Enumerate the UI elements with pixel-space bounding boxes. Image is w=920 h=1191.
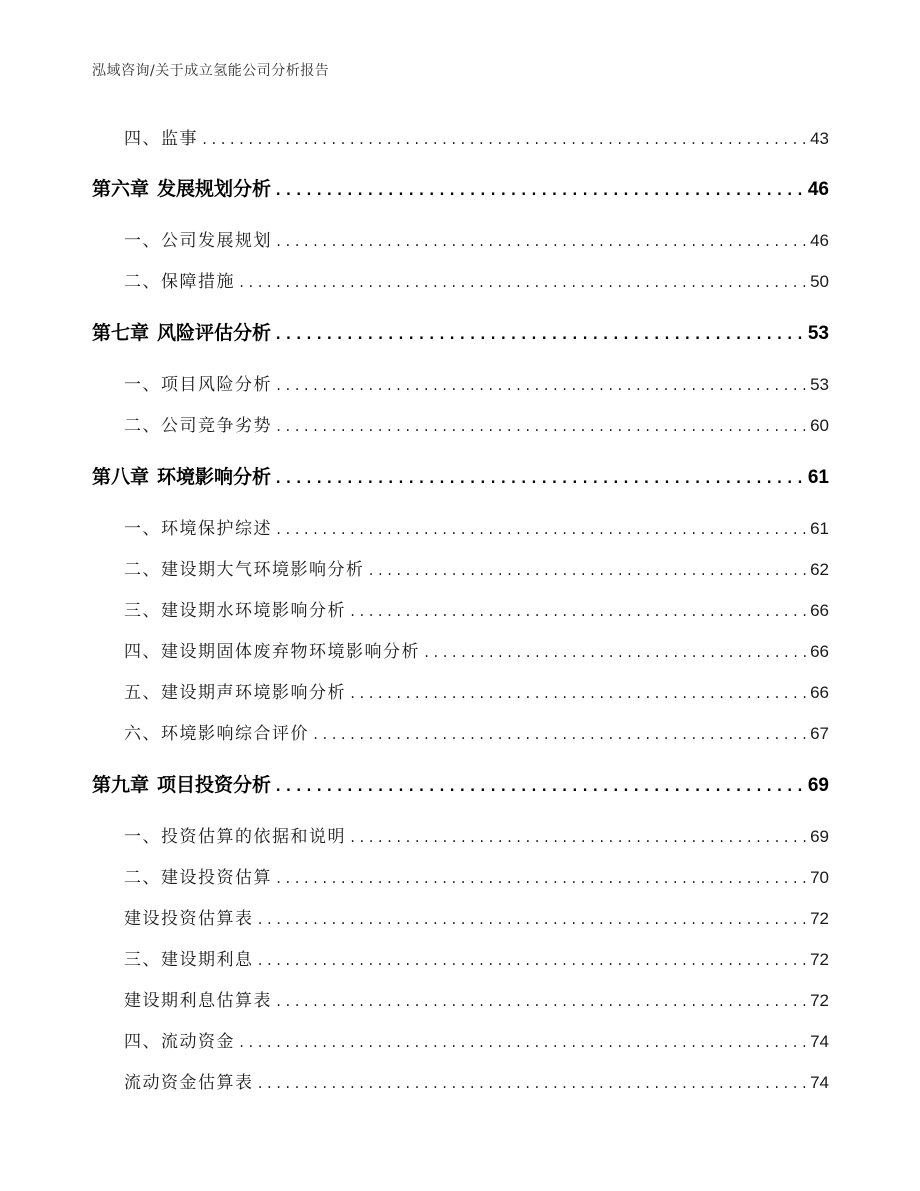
- toc-entry-number: 四、: [124, 1032, 161, 1052]
- toc-entry-number: 六、: [124, 724, 161, 744]
- dot-leader: [257, 954, 808, 968]
- toc-entry-title: 流动资金估算表: [124, 1073, 254, 1093]
- toc-entry[interactable]: [124, 678, 829, 703]
- toc-entry-number: 一、: [124, 519, 161, 539]
- toc-table-entry[interactable]: [124, 1068, 829, 1093]
- dot-leader: [275, 995, 807, 1009]
- toc-entry[interactable]: [124, 370, 829, 395]
- toc-chapter-entry[interactable]: [92, 462, 829, 489]
- toc-entry-title: 建设期大气环境影响分析: [161, 560, 365, 580]
- toc-entry[interactable]: [124, 863, 829, 888]
- toc-entry[interactable]: [124, 555, 829, 580]
- dot-leader: [349, 831, 807, 845]
- dot-leader: [275, 872, 807, 886]
- toc-entry-page: 72: [810, 909, 829, 928]
- toc-entry-number: 二、: [124, 868, 161, 888]
- dot-leader: [274, 327, 805, 343]
- toc-entry-number: 一、: [124, 375, 161, 395]
- dot-leader: [274, 779, 805, 795]
- toc-entry-title: 保障措施: [161, 272, 235, 292]
- toc-entry[interactable]: [124, 267, 829, 292]
- toc-entry-page: 66: [810, 683, 829, 702]
- toc-chapter-title: 环境影响分析: [157, 466, 272, 488]
- toc-entry-page: 70: [810, 868, 829, 887]
- dot-leader: [274, 471, 805, 487]
- toc-entry-page: 69: [810, 827, 829, 846]
- toc-entry-page: 74: [810, 1073, 829, 1092]
- toc-entry[interactable]: [124, 637, 829, 662]
- toc-chapter-entry[interactable]: [92, 318, 829, 345]
- toc-entry[interactable]: [124, 596, 829, 621]
- toc-entry[interactable]: [124, 822, 829, 847]
- toc-entry-page: 61: [810, 519, 829, 538]
- toc-chapter-title: 项目投资分析: [157, 774, 272, 796]
- toc-entry-title: 项目风险分析: [161, 375, 272, 395]
- toc-entry-title: 投资估算的依据和说明: [161, 827, 346, 847]
- toc-entry-number: 四、: [124, 129, 161, 149]
- toc-entry-page: 74: [810, 1032, 829, 1051]
- dot-leader: [257, 1077, 808, 1091]
- toc-entry-page: 66: [810, 642, 829, 661]
- toc-entry-page: 53: [810, 375, 829, 394]
- dot-leader: [274, 183, 805, 199]
- toc-entry-page: 66: [810, 601, 829, 620]
- toc-entry-number: 五、: [124, 683, 161, 703]
- toc-entry-title: 建设期水环境影响分析: [161, 601, 346, 621]
- dot-leader: [257, 913, 808, 927]
- toc-chapter-page: 69: [807, 775, 829, 796]
- running-header: 泓域咨询/关于成立氢能公司分析报告: [92, 63, 330, 79]
- toc-entry-number: 二、: [124, 272, 161, 292]
- toc-entry-title: 建设期利息估算表: [124, 991, 272, 1011]
- toc-entry-page: 72: [810, 950, 829, 969]
- toc-entry[interactable]: [124, 1027, 829, 1052]
- toc-entry-title: 建设期利息: [161, 950, 254, 970]
- toc-entry-title: 建设投资估算表: [124, 909, 254, 929]
- toc-chapter-number: 第七章: [92, 322, 150, 344]
- toc-entry-number: 二、: [124, 560, 161, 580]
- toc-entry-title: 流动资金: [161, 1032, 235, 1052]
- toc-entry-title: 公司发展规划: [161, 231, 272, 251]
- toc-entry-title: 建设投资估算: [161, 868, 272, 888]
- toc-entry-page: 50: [810, 272, 829, 291]
- toc-chapter-title: 发展规划分析: [157, 178, 272, 200]
- toc-chapter-number: 第九章: [92, 774, 150, 796]
- toc-chapter-entry[interactable]: [92, 174, 829, 201]
- toc-table-entry[interactable]: [124, 904, 829, 929]
- toc-chapter-page: 53: [807, 323, 829, 344]
- toc-entry-number: 三、: [124, 950, 161, 970]
- toc-entry-number: 四、: [124, 642, 161, 662]
- dot-leader: [238, 1036, 807, 1050]
- toc-entry-title: 环境保护综述: [161, 519, 272, 539]
- toc-chapter-page: 46: [807, 179, 829, 200]
- toc-entry-number: 二、: [124, 416, 161, 436]
- dot-leader: [275, 523, 807, 537]
- dot-leader: [349, 687, 807, 701]
- toc-entry[interactable]: [124, 411, 829, 436]
- toc-entry-number: 三、: [124, 601, 161, 621]
- toc-chapter-number: 第六章: [92, 178, 150, 200]
- toc-entry-title: 公司竞争劣势: [161, 416, 272, 436]
- toc-entry-number: 一、: [124, 231, 161, 251]
- dot-leader: [275, 235, 807, 249]
- toc-entry-title: 建设期声环境影响分析: [161, 683, 346, 703]
- toc-entry-page: 72: [810, 991, 829, 1010]
- dot-leader: [368, 564, 808, 578]
- toc-entry-number: 一、: [124, 827, 161, 847]
- toc-entry-page: 67: [810, 724, 829, 743]
- dot-leader: [201, 133, 807, 147]
- dot-leader: [275, 379, 807, 393]
- toc-chapter-number: 第八章: [92, 466, 150, 488]
- dot-leader: [423, 646, 807, 660]
- dot-leader: [312, 728, 807, 742]
- toc-chapter-title: 风险评估分析: [157, 322, 272, 344]
- dot-leader: [275, 420, 807, 434]
- dot-leader: [238, 276, 807, 290]
- toc-entry-title: 监事: [161, 129, 198, 149]
- toc-table-entry[interactable]: [124, 986, 829, 1011]
- toc-chapter-entry[interactable]: [92, 770, 829, 797]
- toc-entry[interactable]: [124, 719, 829, 744]
- toc-chapter-page: 61: [807, 467, 829, 488]
- toc-entry-title: 环境影响综合评价: [161, 724, 309, 744]
- toc-entry[interactable]: [124, 124, 829, 149]
- toc-entry-page: 62: [810, 560, 829, 579]
- toc-entry[interactable]: [124, 945, 829, 970]
- toc-entry-page: 60: [810, 416, 829, 435]
- dot-leader: [349, 605, 807, 619]
- toc-entry[interactable]: [124, 226, 829, 251]
- toc-entry[interactable]: [124, 514, 829, 539]
- toc-entry-page: 46: [810, 231, 829, 250]
- toc-entry-page: 43: [810, 129, 829, 148]
- toc-entry-title: 建设期固体废弃物环境影响分析: [161, 642, 420, 662]
